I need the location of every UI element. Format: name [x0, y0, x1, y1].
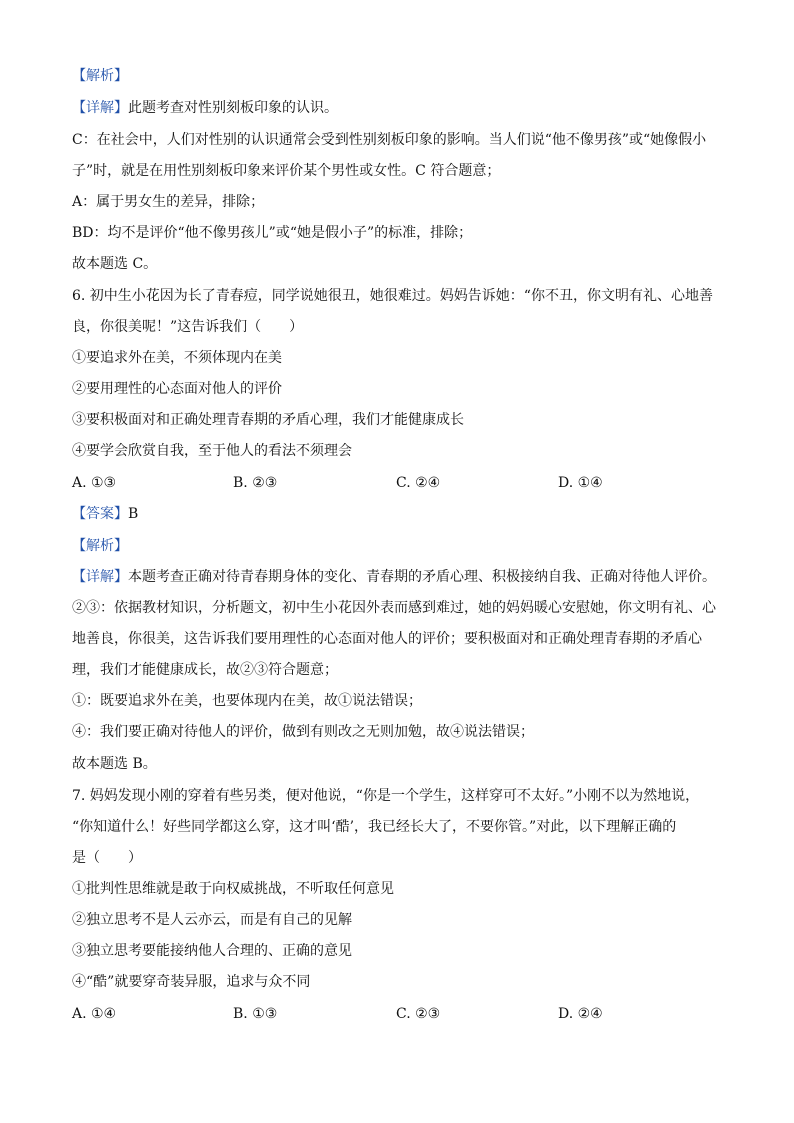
q6-analysis-line: ④：我们要正确对待他人的评价，做到有则改之无则加勉，故④说法错误；	[72, 724, 534, 740]
q5-analysis-line: 故本题选 C。	[72, 256, 158, 272]
q6-stem-line: 良，你很美呢！”这告诉我们（ ）	[72, 319, 304, 335]
q6-analysis-line: 地善良，你很美，这告诉我们要用理性的心态面对他人的评价；要积极面对和正确处理青春期的矛盾心	[72, 631, 702, 647]
q6-analysis-line: 理，我们才能健康成长，故②③符合题意；	[72, 662, 338, 678]
q5-analysis-line: A：属于男女生的差异，排除；	[72, 194, 265, 210]
q6-option-b: B. ②③	[233, 475, 278, 491]
q6-analysis-line: ①：既要追求外在美，也要体现内在美，故①说法错误；	[72, 693, 422, 709]
q6-statement: ④要学会欣赏自我，至于他人的看法不须理会	[72, 443, 352, 459]
q5-analysis-header: 【解析】	[72, 68, 128, 84]
q6-analysis-header: 【解析】	[72, 538, 128, 554]
q5-analysis-line: BD：均不是评价“他不像男孩儿”或“她是假小子”的标准，排除；	[72, 225, 473, 241]
q6-detail-tag: 【详解】	[72, 569, 128, 585]
q6-statement: ②要用理性的心态面对他人的评价	[72, 381, 282, 397]
q6-stem-line: 6. 初中生小花因为长了青春痘，同学说她很丑，她很难过。妈妈告诉她：“你不丑，你文明有礼、心地善	[72, 288, 713, 304]
q7-statement: ④“酷”就要穿奇装异服，追求与众不同	[72, 974, 311, 990]
q5-analysis-line: 子”时，就是在用性别刻板印象来评价某个男性或女性。C 符合题意；	[72, 163, 501, 179]
q7-option-b: B. ①③	[233, 1006, 278, 1022]
q7-statement: ③独立思考要能接纳他人合理的、正确的意见	[72, 943, 352, 959]
q5-detail-tag: 【详解】	[72, 100, 128, 116]
q7-option-d: D. ②④	[558, 1006, 603, 1022]
q6-statement: ①要追求外在美，不须体现内在美	[72, 350, 282, 366]
q6-answer-line	[72, 504, 732, 524]
q7-stem-line: “你知道什么！好些同学都这么穿，这才叫‘酷’，我已经长大了，不要你管。”对此，以下理解正确的	[72, 819, 677, 835]
q7-option-c: C. ②③	[396, 1006, 441, 1022]
q5-detail-text: 此题考查对性别刻板印象的认识。	[128, 100, 338, 116]
q7-statement: ①批判性思维就是敢于向权威挑战，不听取任何意见	[72, 881, 394, 897]
q5-detail-line	[72, 98, 732, 118]
q6-detail-text: 本题考查正确对待青春期身体的变化、青春期的矛盾心理、积极接纳自我、正确对待他人评价。	[128, 569, 716, 585]
q6-analysis-line: 故本题选 B。	[72, 756, 157, 772]
q6-analysis-line: ②③：依据教材知识，分析题文，初中生小花因外表而感到难过，她的妈妈暖心安慰她，你文明有礼、心	[72, 600, 716, 616]
q7-stem-line: 是（ ）	[72, 850, 142, 866]
q6-answer: B	[128, 506, 139, 522]
q7-option-a: A. ①④	[72, 1006, 117, 1022]
q6-option-c: C. ②④	[396, 475, 441, 491]
q6-answer-tag: 【答案】	[72, 506, 128, 522]
q6-statement: ③要积极面对和正确处理青春期的矛盾心理，我们才能健康成长	[72, 412, 464, 428]
q7-statement: ②独立思考不是人云亦云，而是有自己的见解	[72, 912, 352, 928]
q6-option-d: D. ①④	[558, 475, 603, 491]
q6-option-a: A. ①③	[72, 475, 117, 491]
q5-analysis-line: C：在社会中，人们对性别的认识通常会受到性别刻板印象的影响。当人们说“他不像男孩”或“她像假小	[72, 132, 707, 148]
q7-stem-line: 7. 妈妈发现小刚的穿着有些另类，便对他说，“你是一个学生，这样穿可不太好。”小刚不以为然地说，	[72, 788, 700, 804]
q6-detail-line	[72, 567, 732, 587]
